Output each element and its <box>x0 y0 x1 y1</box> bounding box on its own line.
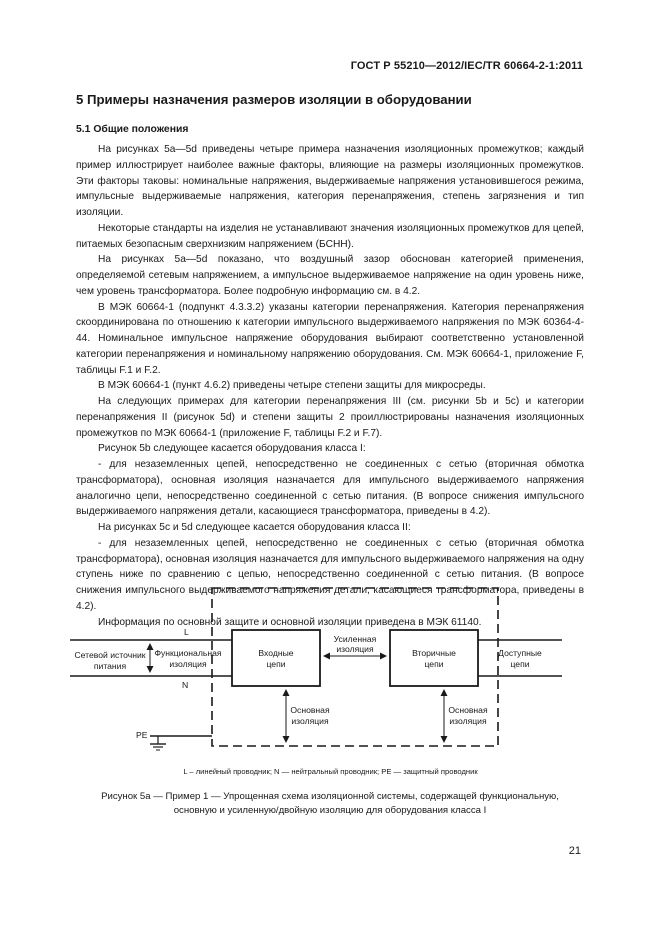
diagram-legend: L – линейный проводник; N — нейтральный проводник; PE — защитный проводник <box>183 767 478 776</box>
paragraph: - для незаземленных цепей, непосредственно не соединенных с сетью (вторичная обмотка трансформатора), основная изоляция назначается для импульсного выдерживаемого напряжения аналогично цепи, непосредственно соединенной с сетью питания. (В вопросе снижения импульсного выдерживаемого напряжения детали, касающиеся трансформатора, приведены в 4.2). <box>76 459 584 518</box>
document-header: ГОСТ Р 55210—2012/IEC/TR 60664-2-1:2011 <box>350 60 583 72</box>
section-title: 5 Примеры назначения размеров изоляции в оборудовании <box>76 92 472 107</box>
body-text <box>76 142 584 630</box>
secondary-circuits-label-1: Вторичные <box>412 648 456 658</box>
paragraph: Некоторые стандарты на изделия не устанавливают значения изоляционных промежутков для цепей, питаемых безопасным сверхнизким напряжением (БСНН). <box>76 222 584 250</box>
reinforced-insulation-label-1: Усиленная <box>333 634 377 644</box>
paragraph: На рисунках 5c и 5d следующее касается оборудования класса II: <box>98 522 411 533</box>
paragraph: На следующих примерах для категории перенапряжения III (см. рисунки 5b и 5c) и категории перенапряжения II (рисунок 5d) и степени защиты 2 проиллюстрированы назначения изоляционных промежутков по МЭК 60664-1 (приложение F, таблицы F.2 и F.7). <box>76 396 584 439</box>
paragraph: - для незаземленных цепей, непосредственно не соединенных с сетью (вторичная обмотка трансформатора), основная изоляция назначается для импульсного выдерживаемого напряжения на одну ступень ниже по сравнению с цепью, непосредственно соединенной с сетью питания. (В вопросе снижения импульсного выдерживаемого напряжения детали, касающиеся трансформатора, приведены в 4.2). <box>76 537 584 612</box>
insulation-diagram <box>60 578 580 758</box>
functional-insulation-label-1: Функциональная <box>154 648 222 658</box>
label-n: N <box>182 680 189 690</box>
input-circuits-label-2: цепи <box>266 659 286 669</box>
paragraph: В МЭК 60664-1 (подпункт 4.3.3.2) указаны категории перенапряжения. Категория перенапряжения скоординирована по отношению к категории импульсного выдерживаемого напряжения по МЭК 60364-4-44. Номинальное импульсное напряжение оборудования выбирают соответственно установленной категории перенапряжения и номинальному напряжению оборудования. См. МЭК 60664-1, приложение F, таблицы F.1 и F.2. <box>76 301 584 376</box>
paragraph: Информация по основной защите и основной изоляции приведена в МЭК 61140. <box>98 616 482 628</box>
label-l: L <box>184 627 189 637</box>
input-circuits-label-1: Входные <box>258 648 294 658</box>
page-number: 21 <box>568 845 581 857</box>
subsection-title: 5.1 Общие положения <box>76 124 189 135</box>
accessible-parts-label-1: Доступные <box>498 648 542 658</box>
caption-line-1: Рисунок 5а — Пример 1 — Упрощенная схема изоляционной системы, содержащей функциональную, <box>101 791 559 802</box>
paragraph: На рисунках 5а—5d приведены четыре примера назначения изоляционных промежутков; каждый пример иллюстрирует наиболее важные факторы, влияющие на размеры изоляционных промежутков. Эти факторы таковы: номинальные напряжения, выдерживаемые напряжения установившегося режима, импульсные выдерживаемые напряжения, категория перенапряжения, степень загрязнения и тип изоляции. <box>76 144 584 218</box>
basic-insulation-left-label-1: Основная <box>290 705 330 715</box>
paragraph: В МЭК 60664-1 (пункт 4.6.2) приведены четыре степени защиты для микросреды. <box>98 380 486 392</box>
basic-insulation-right-label-2: изоляция <box>449 716 487 726</box>
label-pe: PE <box>136 730 148 740</box>
figure-caption <box>60 790 600 817</box>
functional-insulation-label-2: изоляция <box>169 659 207 669</box>
secondary-circuits-label-2: цепи <box>424 659 444 669</box>
secondary-circuits-box <box>390 630 478 686</box>
accessible-parts-label-2: цепи <box>510 659 530 669</box>
basic-insulation-right-label-1: Основная <box>448 705 488 715</box>
mains-source-label-2: питания <box>93 661 127 671</box>
reinforced-insulation-label-2: изоляция <box>336 644 374 654</box>
input-circuits-box <box>232 630 320 686</box>
basic-insulation-left-label-2: изоляция <box>291 716 329 726</box>
paragraph: Рисунок 5b следующее касается оборудования класса I: <box>98 443 366 455</box>
mains-source-label-1: Сетевой источник <box>74 650 146 660</box>
caption-line-2: основную и усиленную/двойную изоляцию для оборудования класса I <box>173 804 487 816</box>
paragraph: На рисунках 5а—5d показано, что воздушный зазор обоснован категорией применения, определяемой сетевым напряжением, а импульсное выдерживаемое напряжение на один уровень ниже, чем уровень трансформатора. Более подробную информацию см. в 4.2. <box>76 254 584 297</box>
